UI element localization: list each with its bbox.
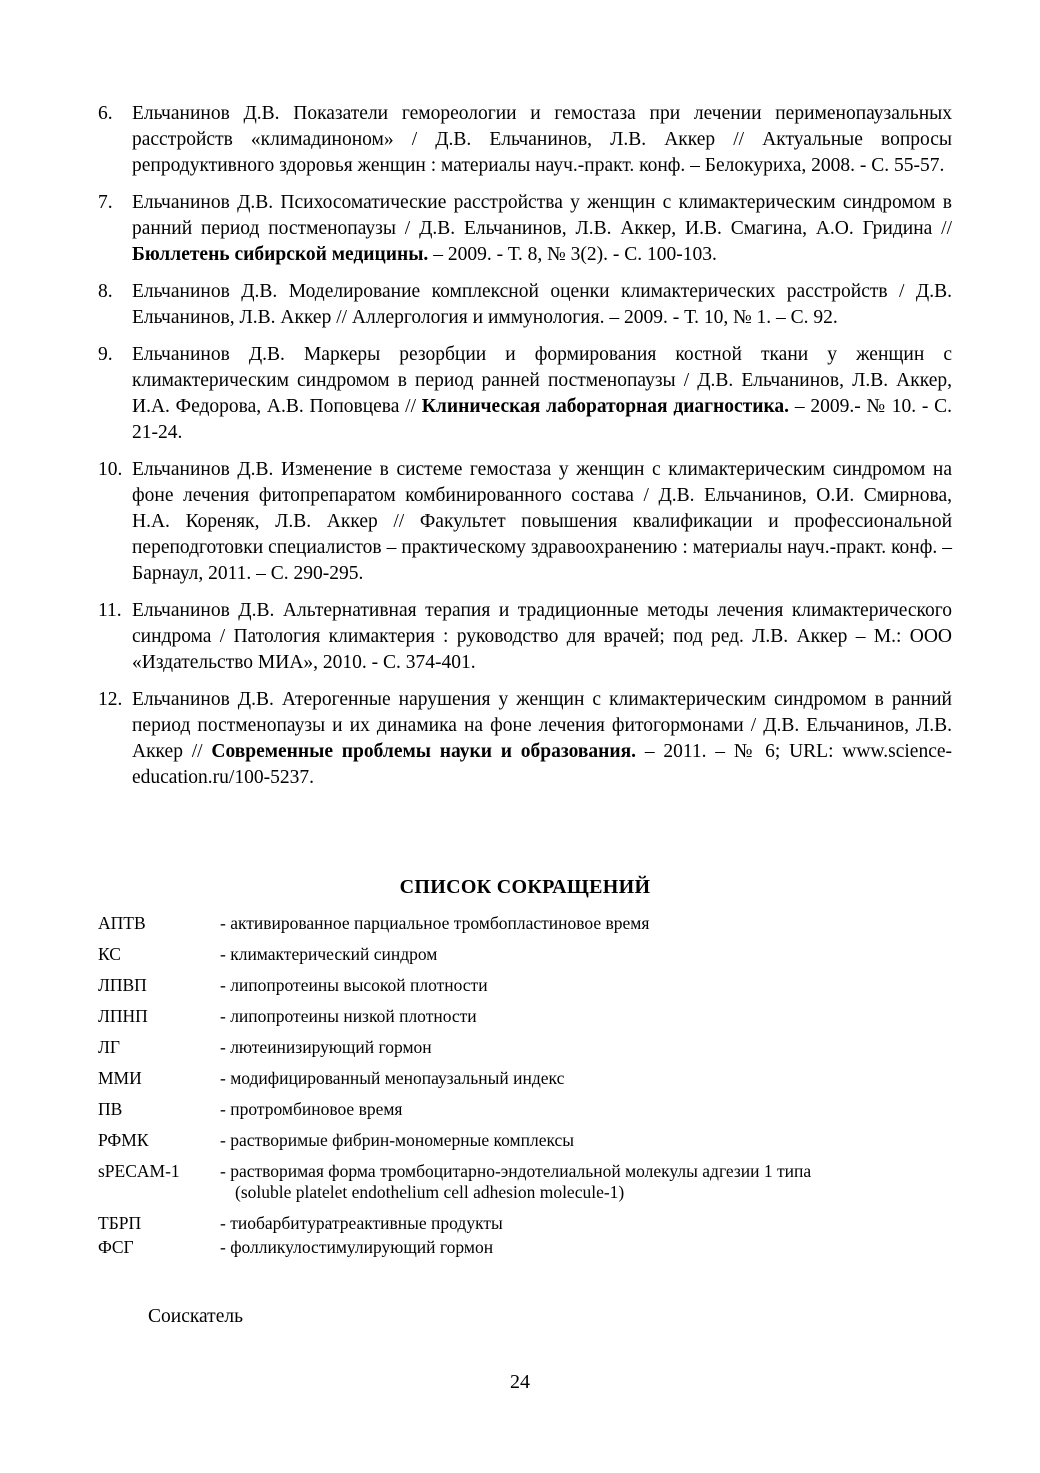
- reference-text-part: Ельчанинов Д.В. Альтернативная терапия и традиционные методы лечения климактерического синдрома / Патология климактерия : руководство для врачей; под ред. Л.В. Аккер – М.: ООО «Издательство МИА», 2010. - С. 374-401.: [132, 600, 952, 673]
- abbreviation-row: [98, 1237, 958, 1258]
- reference-number: 12.: [98, 689, 123, 710]
- abbreviation-term: ТБРП: [98, 1213, 142, 1233]
- page-number: 24: [510, 1371, 530, 1393]
- definition-text: - лютеинизирующий гормон: [220, 1037, 432, 1057]
- reference-item: [98, 342, 952, 446]
- reference-number: 6.: [98, 103, 113, 124]
- abbreviation-term: ПВ: [98, 1099, 123, 1119]
- definition-continuation: (soluble platelet endothelium cell adhesion molecule-1): [235, 1182, 625, 1202]
- abbreviation-definition: [220, 1099, 958, 1120]
- abbreviation-row: [98, 1037, 958, 1058]
- definition-text: - липопротеины низкой плотности: [220, 1006, 477, 1026]
- definition-text: - липопротеины высокой плотности: [220, 975, 488, 995]
- reference-item: [98, 279, 952, 331]
- abbreviation-term: ЛГ: [98, 1037, 120, 1057]
- abbreviations-title: СПИСОК СОКРАЩЕНИЙ: [399, 876, 651, 898]
- reference-text-part: Ельчанинов Д.В. Моделирование комплексной оценки климактерических расстройств / Д.В. Ельчанинов, Л.В. Аккер // Аллергология и иммунология. – 2009. - Т. 10, № 1. – С. 92.: [132, 281, 952, 328]
- definition-text: - тиобарбитуратреактивные продукты: [220, 1213, 503, 1233]
- reference-text: [132, 687, 952, 791]
- abbreviation-definition: [220, 975, 958, 996]
- reference-text-part: Ельчанинов Д.В. Изменение в системе гемостаза у женщин с климактерическим синдромом на фоне лечения фитопрепаратом комбинированного состава / Д.В. Ельчанинов, О.И. Смирнова, Н.А. Кореняк, Л.В. Аккер // Факультет повышения квалификации и профессиональной переподготовки специалистов – практическому здравоохранению : материалы науч.-практ. конф. – Барнаул, 2011. – С. 290-295.: [132, 459, 952, 584]
- journal-title: Бюллетень сибирской медицины.: [132, 244, 429, 265]
- abbreviation-row: [98, 1130, 958, 1151]
- abbreviation-term: sPECAM-1: [98, 1161, 180, 1181]
- reference-text: [132, 342, 952, 446]
- definition-text: - активированное парциальное тромбопластиновое время: [220, 913, 650, 933]
- abbreviation-definition: [220, 913, 958, 934]
- reference-text-part: Ельчанинов Д.В. Атерогенные нарушения у женщин с климактерическим синдромом в ранний период постменопаузы и их динамика на фоне лечения фитогормонами / Д.В. Ельчанинов, Л.В. Аккер //: [132, 689, 952, 762]
- reference-number: 11.: [98, 600, 122, 621]
- reference-list: [98, 101, 952, 802]
- definition-text: - модифицированный менопаузальный индекс: [220, 1068, 565, 1088]
- abbreviation-term: АПТВ: [98, 913, 146, 933]
- abbreviation-definition: [220, 1068, 958, 1089]
- abbreviation-row: [98, 1099, 958, 1120]
- abbreviation-term: РФМК: [98, 1130, 149, 1150]
- reference-text: [132, 190, 952, 268]
- abbreviation-definition: [220, 1161, 958, 1203]
- definition-text: - климактерический синдром: [220, 944, 438, 964]
- abbreviation-term: ФСГ: [98, 1237, 134, 1257]
- abbreviation-row: [98, 1006, 958, 1027]
- reference-number: 8.: [98, 281, 113, 302]
- reference-item: [98, 598, 952, 676]
- reference-item: [98, 101, 952, 179]
- abbreviation-row: [98, 1213, 958, 1234]
- reference-text-part: Ельчанинов Д.В. Показатели гемореологии и гемостаза при лечении перименопаузальных расстройств «климадиноном» / Д.В. Ельчанинов, Л.В. Аккер // Актуальные вопросы репродуктивного здоровья женщин : материалы науч.-практ. конф. – Белокуриха, 2008. - С. 55-57.: [132, 103, 952, 176]
- abbreviation-row: [98, 1068, 958, 1089]
- reference-text-part: – 2011. – № 6; URL: www.science-education.ru/100-5237.: [132, 741, 952, 788]
- definition-text: - протромбиновое время: [220, 1099, 403, 1119]
- reference-text: [132, 279, 952, 331]
- reference-text: [132, 598, 952, 676]
- abbreviation-row: [98, 944, 958, 965]
- abbreviation-definition: [220, 944, 958, 965]
- abbreviation-row: [98, 1161, 958, 1203]
- abbreviation-term: ЛПНП: [98, 1006, 148, 1026]
- definition-text: - растворимая форма тромбоцитарно-эндотелиальной молекулы адгезии 1 типа: [220, 1161, 812, 1181]
- abbreviation-term: ММИ: [98, 1068, 142, 1088]
- reference-item: [98, 190, 952, 268]
- abbreviation-row: [98, 975, 958, 996]
- definition-text: - растворимые фибрин-мономерные комплексы: [220, 1130, 575, 1150]
- reference-text-part: Ельчанинов Д.В. Маркеры резорбции и формирования костной ткани у женщин с климактерическим синдромом в период ранней постменопаузы / Д.В. Ельчанинов, Л.В. Аккер, И.А. Федорова, А.В. Поповцева //: [132, 344, 952, 417]
- abbreviation-definition: [220, 1037, 958, 1058]
- signature-label: Соискатель: [148, 1306, 243, 1327]
- reference-text: [132, 101, 952, 179]
- abbreviation-definition: [220, 1213, 958, 1234]
- reference-number: 9.: [98, 344, 113, 365]
- abbreviation-term: КС: [98, 944, 121, 964]
- reference-item: [98, 457, 952, 587]
- reference-text-part: – 2009. - Т. 8, № 3(2). - С. 100-103.: [428, 244, 717, 265]
- abbreviation-term: ЛПВП: [98, 975, 147, 995]
- journal-title: Современные проблемы науки и образования.: [211, 741, 637, 762]
- abbreviation-definition: [220, 1006, 958, 1027]
- definition-text: - фолликулостимулирующий гормон: [220, 1237, 494, 1257]
- abbreviation-definition: [220, 1130, 958, 1151]
- reference-text-part: – 2009.- № 10. - С. 21-24.: [132, 396, 952, 443]
- reference-number: 7.: [98, 192, 113, 213]
- abbreviation-list: [98, 913, 958, 1268]
- reference-item: [98, 687, 952, 791]
- abbreviation-definition: [220, 1237, 958, 1258]
- journal-title: Клиническая лабораторная диагностика.: [421, 396, 790, 417]
- reference-number: 10.: [98, 459, 123, 480]
- reference-text: [132, 457, 952, 587]
- abbreviation-row: [98, 913, 958, 934]
- reference-text-part: Ельчанинов Д.В. Психосоматические расстройства у женщин с климактерическим синдромом в ранний период постменопаузы / Д.В. Ельчанинов, Л.В. Аккер, И.В. Смагина, А.О. Гридина //: [132, 192, 952, 239]
